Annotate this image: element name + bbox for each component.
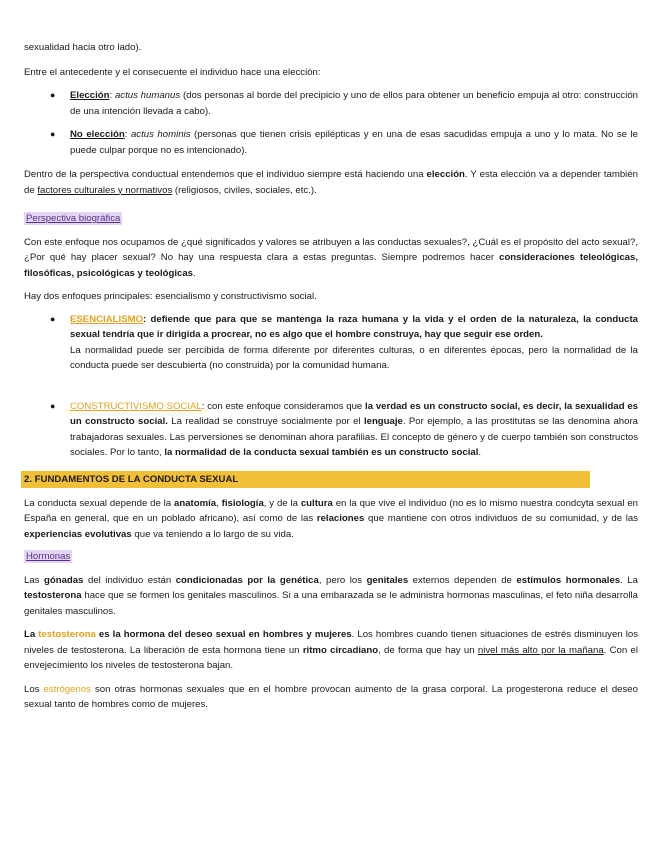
text: , y de la [263,497,301,509]
section-heading-bar [21,471,590,488]
bold-text: es la hormona del deseo sexual en hombres y mujeres [95,629,352,640]
term-no-eleccion: No elección [70,129,125,140]
bold-text: elección [426,169,465,180]
heading-biografica [24,211,638,227]
list-item-constructivismo [24,399,638,461]
text: (religiosos, civiles, sociales, etc.). [172,184,317,196]
bold-text: gónadas [44,574,84,586]
bold-text: anatomía [174,497,217,509]
list-item-eleccion [24,88,638,119]
text: . Con el envejecimiento los niveles de testosterona bajan. [24,644,638,671]
heading-hormonas [24,549,638,565]
text: La realidad se construye socialmente por el [167,416,364,427]
section-title: 2. FUNDAMENTOS DE LA CONDUCTA SEXUAL [24,473,239,485]
bold-text: estímulos hormonales [516,574,621,586]
paragraph [24,496,638,543]
text: son otras hormonas sexuales que en el hombre provocan aumento de la grasa corporal. La progesterona reduce el deseo sexual tanto de hombres como de mujeres. [24,683,638,710]
text: hace que se formen los genitales masculinos. Si a una embarazada se le administra hormonas masculinas, el feto niña desarrolla genitales masculinos. [24,590,638,617]
highlight-term-testosterona: testosterona [38,629,96,640]
bold-text: condicionadas por la genética [175,574,319,586]
underlined-text: nivel más alto por la mañana [477,644,604,656]
text: , [216,497,222,509]
bullet-list [24,312,638,461]
paragraph [24,289,638,305]
term-esencialismo: ESENCIALISMO [70,313,144,325]
document-page [24,40,638,713]
bold-text: fisiología [221,497,264,509]
text: : [109,90,115,101]
highlight-term-estrogenos: estrógenos [43,683,91,695]
text: Dentro de la perspectiva conductual entendemos que el individuo siempre está haciendo una [24,169,427,180]
bold-text: experiencias evolutivas [24,528,132,540]
list-item-esencialismo [24,312,638,374]
text: : con este enfoque consideramos que [201,400,366,412]
text: Hay dos enfoques principales: esencialismo y constructivismo social. [24,291,317,302]
text: (personas que tienen crisis epilépticas y en una de esas sacudidas empuja a uno y lo mata. No se le puede culpar porque no es intencionado). [70,129,638,156]
paragraph [24,627,638,674]
text: en la que vive el individuo (no es lo mismo nuestra condcyta sexual en España en general, que en un poblado africano), así como de las [24,497,638,524]
paragraph [24,235,638,282]
bold-text: : defiende que para que se mantenga la raza humana y la vida y el orden de la naturaleza, la conducta sexual tendría que ir dirigida a procrear, no es algo que el hombre construya, hay que seguir ese orden. [70,313,638,340]
bold-text: testosterona [24,590,82,601]
term-constructivismo: CONSTRUCTIVISMO SOCIAL [70,400,202,412]
text: Entre el antecedente y el consecuente el individuo hace una elección: [24,66,321,78]
text: . La [620,574,638,586]
paragraph [24,65,638,81]
text: que va teniendo a lo largo de su vida. [131,528,294,540]
text: La normalidad puede ser percibida de forma diferente por diferentes culturas, o en diferentes épocas, pero la normalidad de la conducta puede ser descubierta (no construida) por la comunidad humana. [70,344,638,371]
text: , de forma que hay un [378,644,478,656]
text: del individuo están [83,574,176,586]
text: . Por ejemplo, a las prostitutas se las denomina ahora trabajadoras sexuales. Las perversiones se denominan ahora parafilias. El concepto de género y de cuerpo también son constructos sociales. Por lo tanto, [70,416,638,458]
bold-text: la verdad es un constructo social, es decir, la sexualidad es un constructo social. [70,400,638,427]
paragraph [24,573,638,620]
text: . [193,267,196,279]
text: : [124,129,131,140]
bold-text: ritmo circadiano [302,644,379,656]
bold-text: La [24,629,39,640]
bold-text: consideraciones teleológicas, filosóficas, psicológicas y teológicas [24,252,639,279]
paragraph [24,40,638,56]
bold-text: la normalidad de la conducta sexual también es un constructo social [164,447,479,458]
italic-term: actus humanus [114,90,181,101]
section-heading: Hormonas [26,551,71,562]
section-heading: Perspectiva biográfica [26,213,121,224]
text: . [478,447,482,458]
text: Con este enfoque nos ocupamos de ¿qué significados y valores se atribuyen a las conductas sexuales?, ¿Cuál es el propósito del acto sexual?, ¿Por qué hay placer sexual? No hay una respuesta clara a estas preguntas. Siempre podremos hacer [24,236,638,263]
text: Los [24,683,44,695]
text: . Y esta elección va a depender también de [24,169,638,196]
text: que mantiene con otros individuos de su comunidad, y de las [364,513,639,524]
text: . Los hombres cuando tienen situaciones de estrés disminuyen los niveles de testosterona. La liberación de esta hormona tiene un [24,629,638,656]
paragraph [24,167,638,198]
bullet-list [24,88,638,158]
text: sexualidad hacia otro lado). [24,42,142,53]
text: , pero los [318,574,367,586]
bold-text: cultura [300,497,333,509]
bold-text: lenguaje [363,416,403,427]
term-eleccion: Elección [70,90,110,101]
text: externos dependen de [408,574,517,586]
bold-text: genitales [366,574,409,586]
text: Las [24,574,44,586]
bold-text: relaciones [316,513,365,524]
italic-term: actus hominis [130,129,191,140]
paragraph [24,682,638,713]
underlined-text: factores culturales y normativos [37,184,173,196]
list-item-no-eleccion [24,127,638,158]
text: (dos personas al borde del precipicio y uno de ellos para obtener un beneficio empuja al otro: construcción de una intención llevada a cabo). [70,90,638,117]
text: La conducta sexual depende de la [24,497,175,509]
